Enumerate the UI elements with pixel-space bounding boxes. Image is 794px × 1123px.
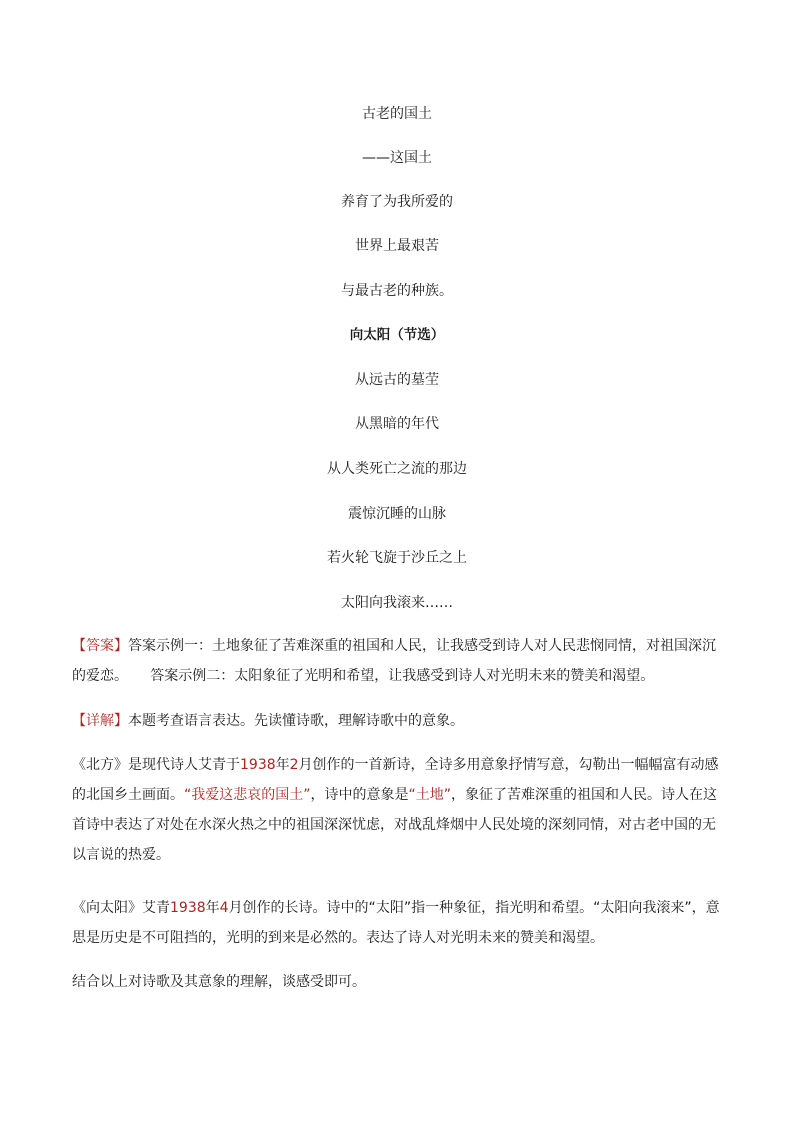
poem-line: ——这国土	[362, 150, 432, 166]
text-run: 月创作的长诗。诗中的“太阳”指一种象征，指光明和希望。“太阳向我滚来”，意思是历史是不可阻挡的，光明的到来是必然的。表达了诗人对光明未来的赞美和渴望。	[72, 900, 720, 946]
poem-title: 向太阳（节选）	[349, 327, 445, 343]
answer-text: 答案示例一：土地象征了苦难深重的祖国和人民，让我感受到诗人对人民悲悯同情，对祖国深沉的爱恋。 答案示例二：太阳象征了光明和希望，让我感受到诗人对光明未来的赞美和渴望。	[72, 638, 716, 684]
answer-tag: 【答案】	[72, 638, 128, 654]
detail-text: 本题考查语言表达。先读懂诗歌，理解诗歌中的意象。	[128, 713, 464, 729]
poem-line: 太阳向我滚来……	[341, 595, 453, 611]
detail-paragraph	[72, 706, 722, 736]
text-run: ，诗中的意象是	[310, 787, 409, 803]
beifang-paragraph	[72, 750, 722, 870]
poem-line: 从远古的墓茔	[355, 372, 439, 388]
text-run: 《向太阳》艾青	[72, 900, 170, 916]
poem-line: 震惊沉睡的山脉	[348, 506, 446, 522]
text-run: 年	[205, 900, 220, 916]
conclusion-paragraph: 结合以上对诗歌及其意象的理解，谈感受即可。	[72, 974, 366, 990]
poem-line: 从人类死亡之流的那边	[327, 461, 467, 477]
quote: “土地”	[408, 787, 452, 803]
quote: “我爱这悲哀的国土”	[184, 787, 311, 803]
text-run: 《北方》是现代诗人艾青于	[72, 757, 240, 773]
text-run: 年	[275, 757, 290, 773]
poem-line: 古老的国土	[362, 106, 432, 122]
year: 1938	[240, 757, 276, 773]
year: 1938	[170, 900, 206, 916]
detail-tag: 【详解】	[72, 713, 128, 729]
poem-line: 从黑暗的年代	[355, 416, 439, 432]
xiangtaiyang-paragraph	[72, 893, 722, 953]
month: 4	[219, 900, 229, 916]
text-run: ，象征了苦难深重的祖国和人民。诗人在这首诗中表达了对处在水深火热之中的祖国深深忧虑，对战乱烽烟中人民处境的深刻同情，对古老中国的无以言说的热爱。	[72, 787, 718, 863]
poem-line: 与最古老的种族。	[341, 283, 453, 299]
poem-line: 世界上最艰苦	[355, 238, 439, 254]
poem-line: 若火轮飞旋于沙丘之上	[327, 550, 467, 566]
poem-line: 养育了为我所爱的	[341, 194, 453, 210]
month: 2	[289, 757, 299, 773]
answer-paragraph	[72, 631, 722, 691]
text-run: 月创作的一首新诗，全诗多用意象抒情写意，勾勒出一幅幅富有动感的北国乡土画面。	[72, 757, 719, 803]
